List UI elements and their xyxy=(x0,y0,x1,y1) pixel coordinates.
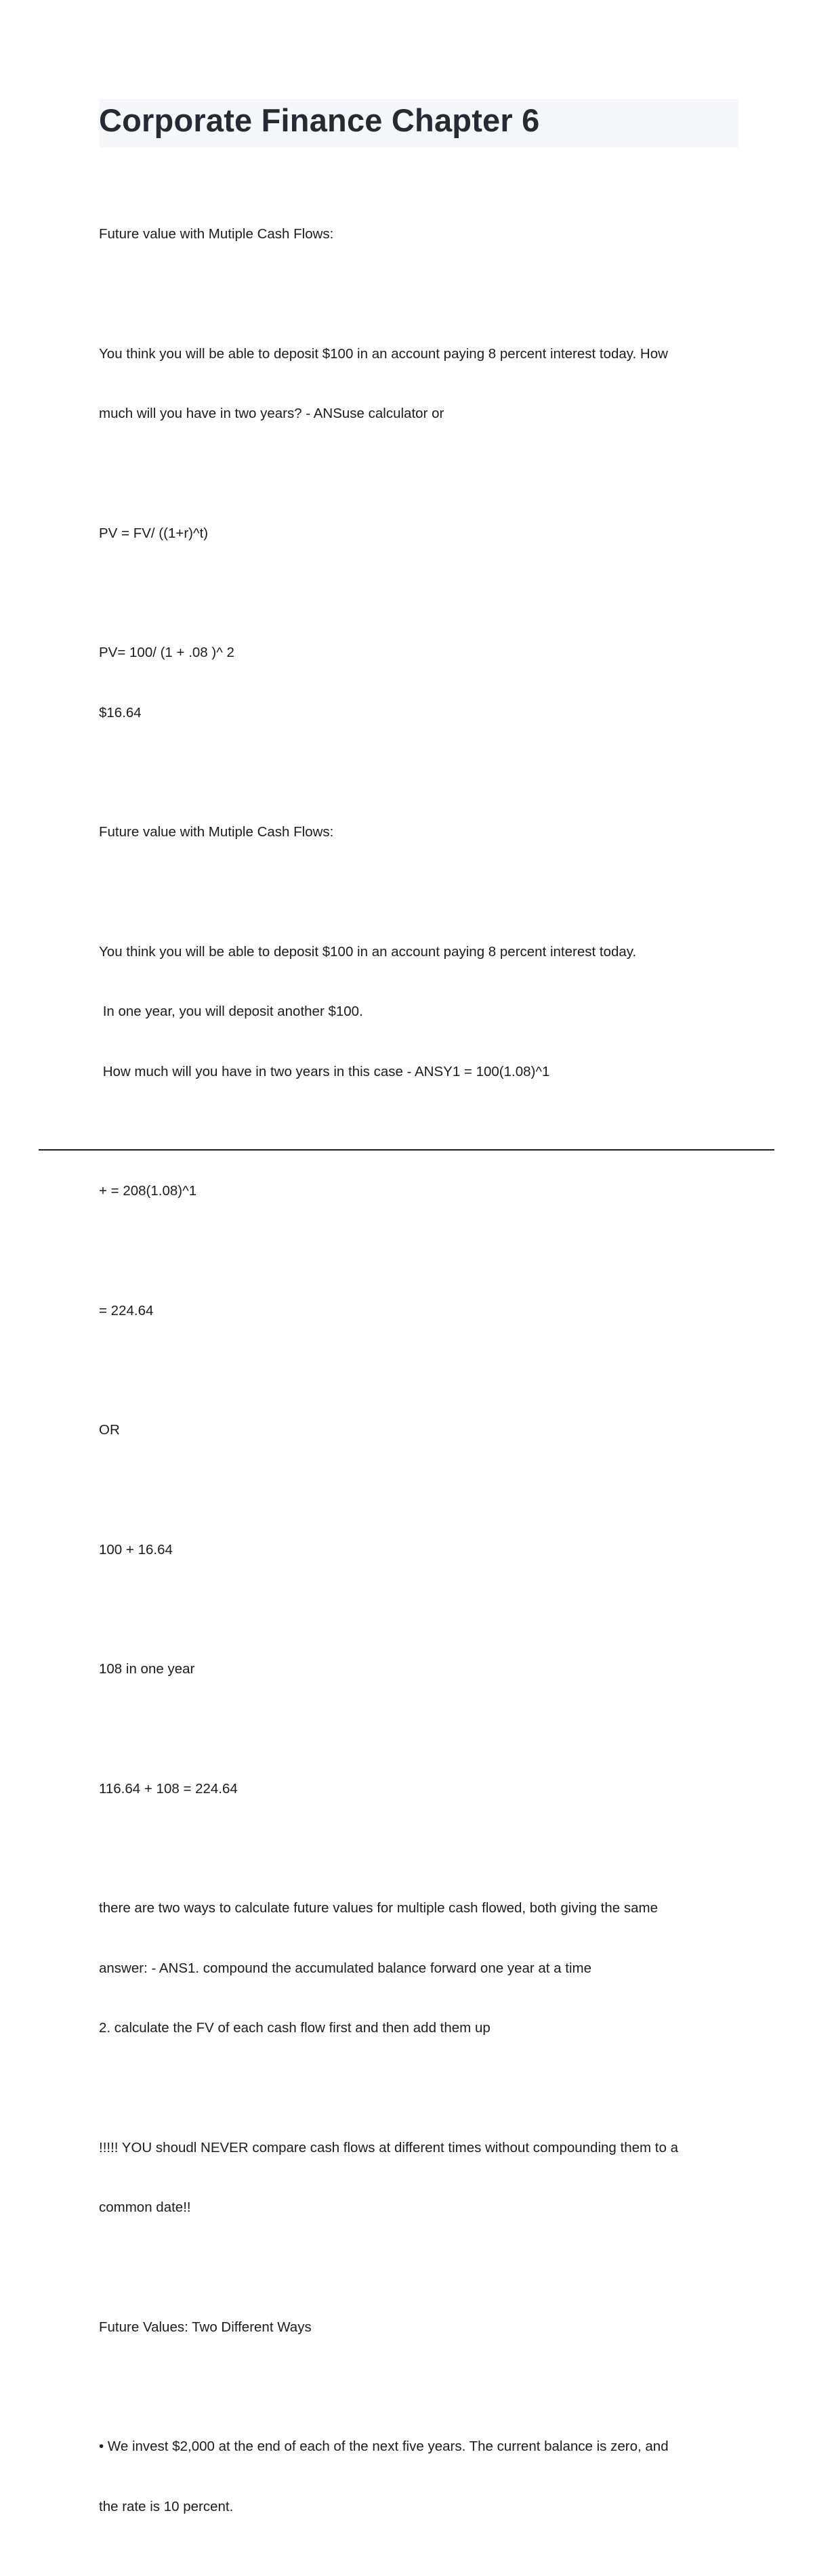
footer-divider xyxy=(39,1149,774,1151)
paragraph xyxy=(99,603,729,763)
paragraph xyxy=(99,1858,729,2078)
text-line: = 224.64 xyxy=(99,1302,154,1318)
text-line: there are two ways to calculate future values for multiple cash flowed, both giving the same xyxy=(99,1900,658,1916)
text-line: • We invest $2,000 at the end of each of the next five years. The current balance is zero, and xyxy=(99,2439,669,2454)
paragraph xyxy=(99,2277,729,2378)
text-line: In one year, you will deposit another $100. xyxy=(99,1004,363,1019)
text-line: How much will you have in two years in this case - ANSY1 = 100(1.08)^1 xyxy=(99,1063,550,1079)
text-line: PV = FV/ ((1+r)^t) xyxy=(99,525,209,541)
text-line: + = 208(1.08)^1 xyxy=(99,1183,197,1199)
text-line: common date!! xyxy=(99,2199,191,2215)
paragraph xyxy=(99,1380,729,1480)
text-line: !!!!! YOU shoudl NEVER compare cash flows at different times without compounding them to a xyxy=(99,2139,678,2155)
text-line: PV= 100/ (1 + .08 )^ 2 xyxy=(99,645,234,660)
text-line: You think you will be able to deposit $100 in an account paying 8 percent interest today. How xyxy=(99,345,668,362)
paragraph xyxy=(99,1261,729,1361)
paragraph xyxy=(99,484,729,584)
text-line: answer: - ANS1. compound the accumulated balance forward one year at a time xyxy=(99,1960,592,1976)
paragraph xyxy=(99,902,729,1122)
text-line: 108 in one year xyxy=(99,1661,195,1677)
page-title: Corporate Finance Chapter 6 xyxy=(99,102,540,138)
document-body xyxy=(99,184,729,2576)
text-line: 116.64 + 108 = 224.64 xyxy=(99,1780,238,1797)
text-line: $16.64 xyxy=(99,704,142,721)
paragraph xyxy=(99,1619,729,1719)
paragraph xyxy=(99,2098,729,2258)
text-line: the rate is 10 percent. xyxy=(99,2498,234,2514)
paragraph xyxy=(99,1141,729,1241)
text-line: OR xyxy=(99,1422,120,1438)
text-line: Future Values: Two Different Ways xyxy=(99,2319,312,2335)
text-line: Future value with Mutiple Cash Flows: xyxy=(99,226,334,242)
paragraph xyxy=(99,2397,729,2556)
paragraph xyxy=(99,1739,729,1839)
paragraph xyxy=(99,304,729,464)
text-line: 100 + 16.64 xyxy=(99,1541,173,1558)
text-line: You think you will be able to deposit $100 in an account paying 8 percent interest today. xyxy=(99,943,637,960)
paragraph xyxy=(99,782,729,882)
text-line: Future value with Mutiple Cash Flows: xyxy=(99,824,334,840)
paragraph xyxy=(99,184,729,284)
text-line: 2. calculate the FV of each cash flow first and then add them up xyxy=(99,2020,491,2036)
paragraph xyxy=(99,1500,729,1600)
text-line: much will you have in two years? - ANSuse calculator or xyxy=(99,406,444,421)
